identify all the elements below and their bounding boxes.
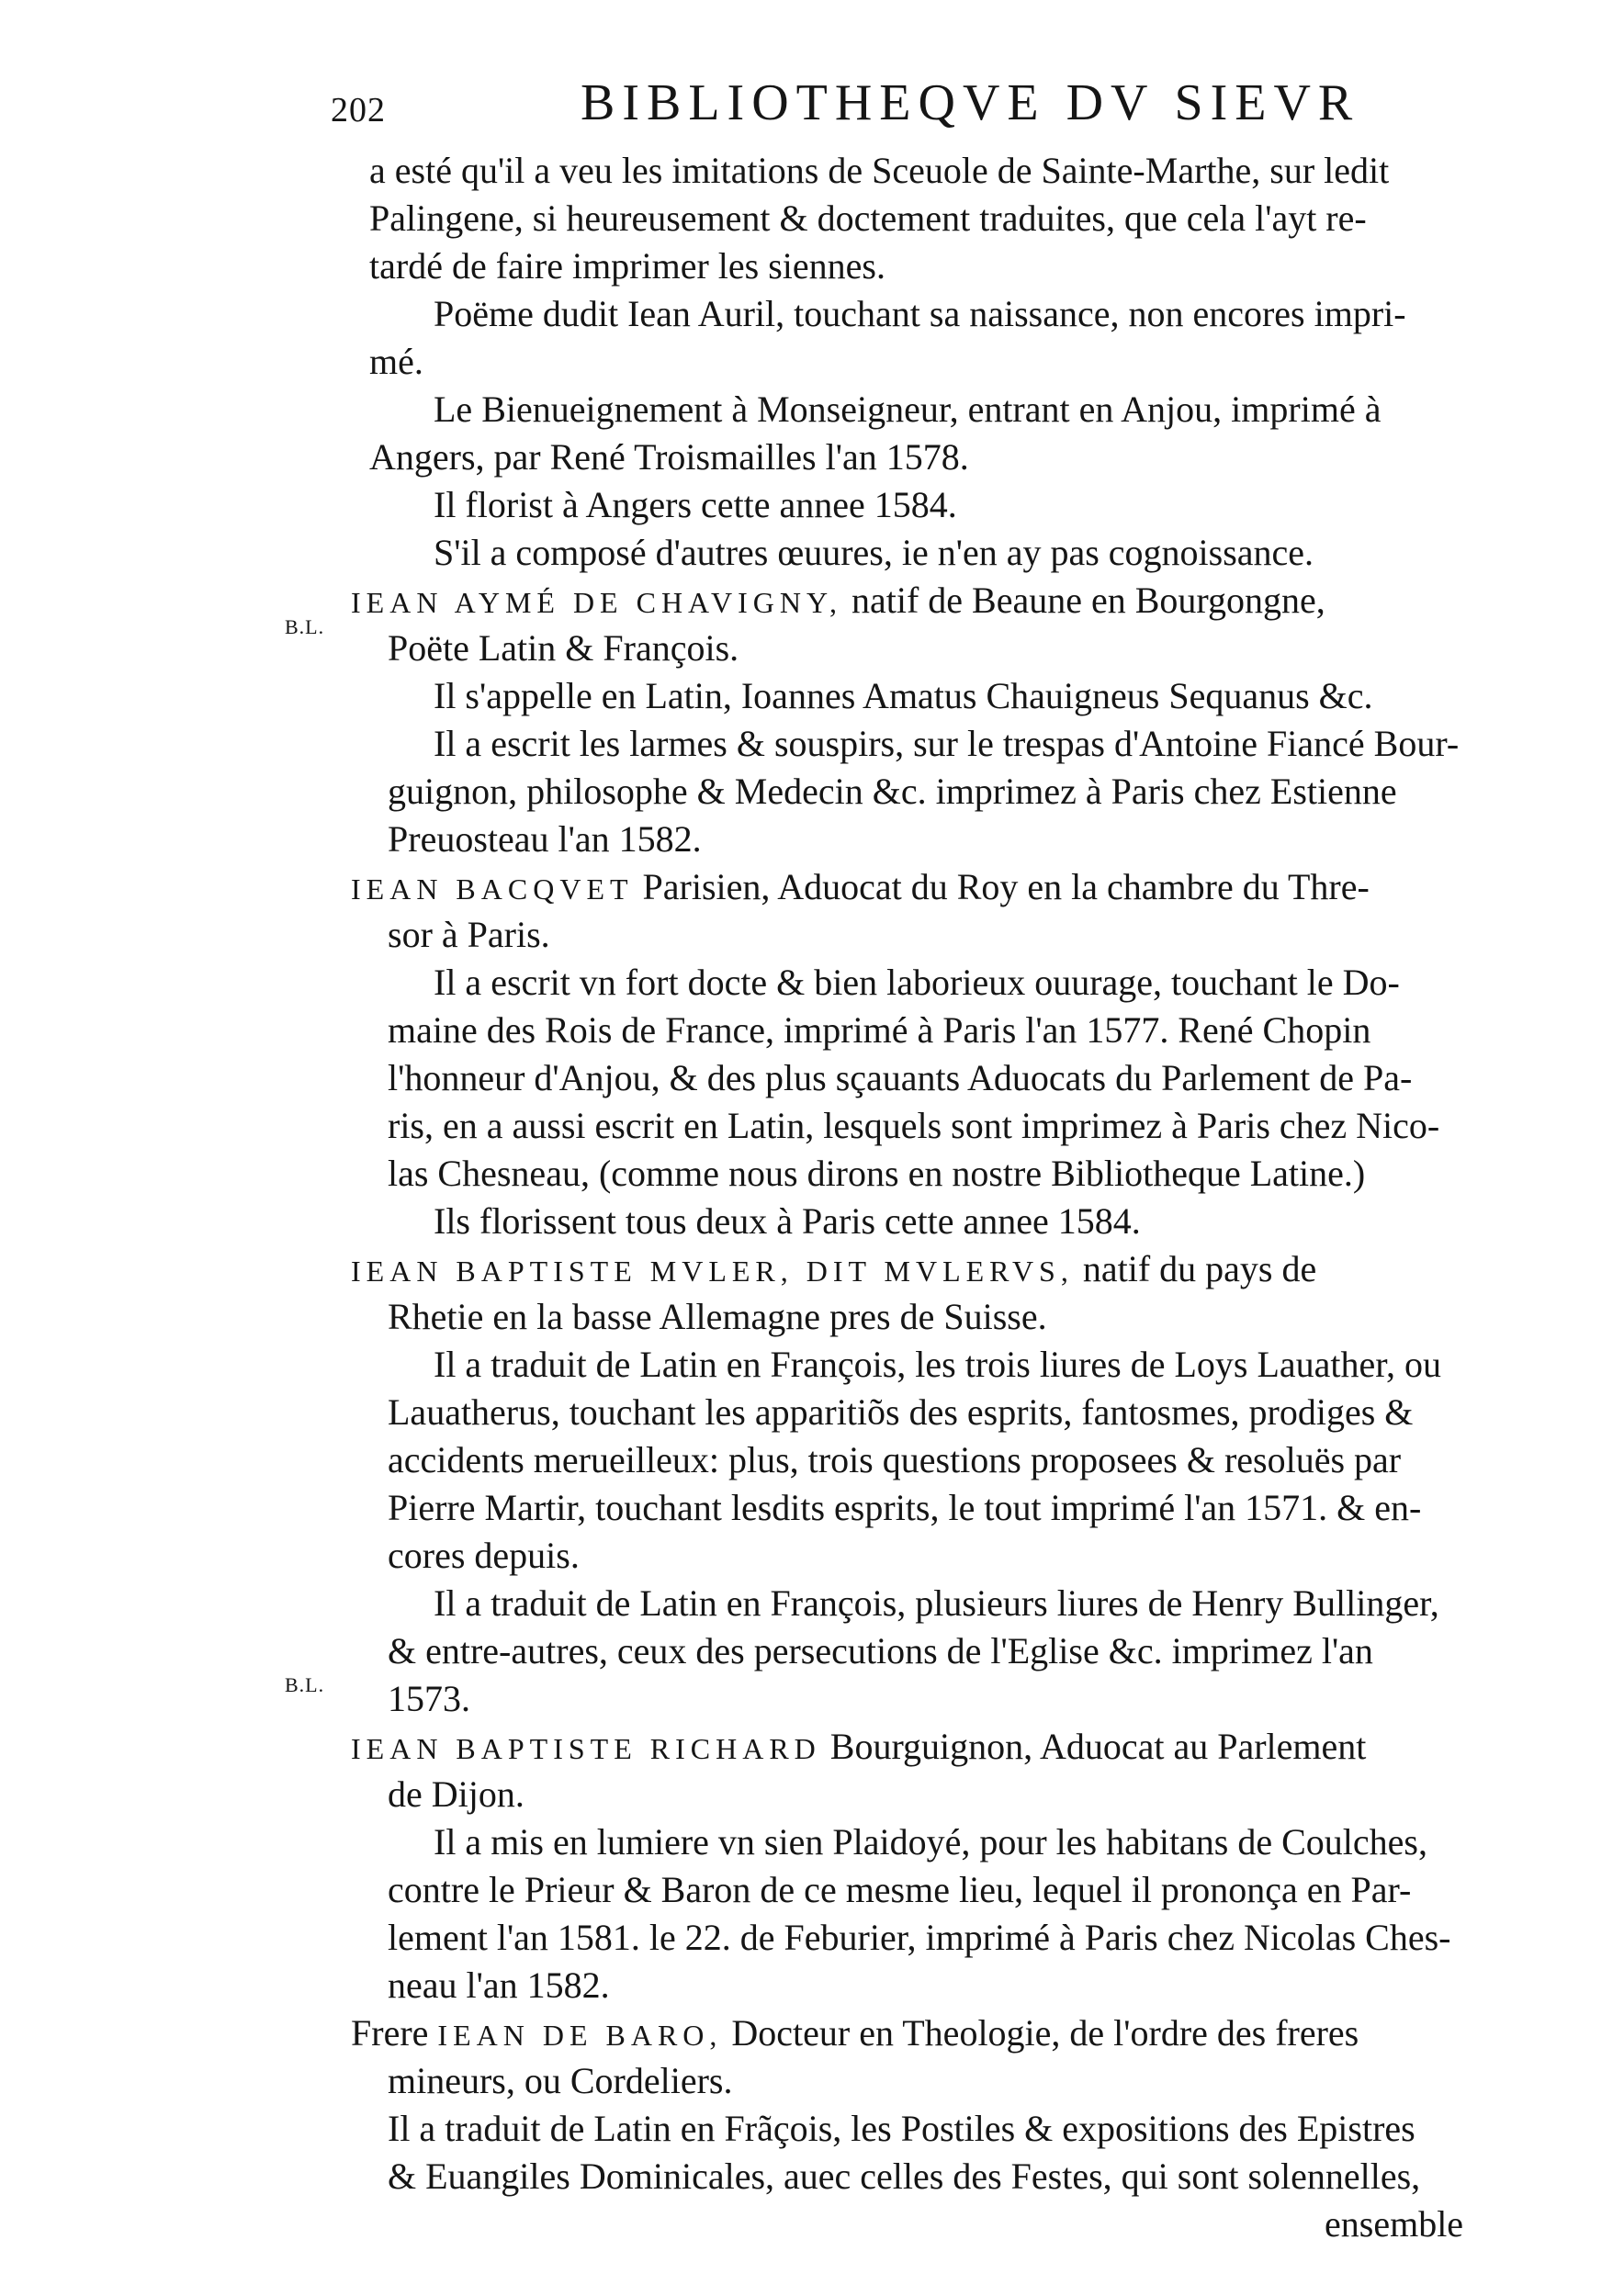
catchword: ensemble: [1325, 2203, 1464, 2245]
text-line: Rhetie en la basse Allemagne pres de Suisse.: [388, 1296, 1047, 1337]
page-header: [321, 72, 1424, 145]
text-line: S'il a composé d'autres œuures, ie n'en ay pas cognoissance.: [434, 532, 1314, 573]
text-line: mineurs, ou Cordeliers.: [388, 2060, 733, 2101]
text-line: guignon, philosophe & Medecin &c. imprimez à Paris chez Estienne: [388, 771, 1397, 812]
text-line: Angers, par René Troismailles l'an 1578.: [369, 436, 969, 478]
text-line: lement l'an 1581. le 22. de Feburier, imprimé à Paris chez Nicolas Ches-: [388, 1917, 1451, 1958]
running-title: BIBLIOTHEQVE DV SIEVR: [581, 74, 1360, 131]
text-line: Lauatherus, touchant les apparitiõs des esprits, fantosmes, prodiges &: [388, 1391, 1414, 1433]
text-line: Le Bienueignement à Monseigneur, entrant en Anjou, imprimé à: [434, 388, 1382, 430]
text-line: Preuosteau l'an 1582.: [388, 818, 702, 860]
page-number: 202: [331, 91, 386, 129]
entry-heading: Frere IEAN DE BARO, Docteur en Theologie, de l'ordre des freres: [351, 2012, 1359, 2054]
author-name: IEAN BACQVET: [351, 872, 634, 906]
text-line: & Euangiles Dominicales, auec celles des Festes, qui sont solennelles,: [388, 2155, 1421, 2197]
entry-heading: IEAN AYMÉ DE CHAVIGNY, natif de Beaune en Bourgongne,: [351, 580, 1325, 621]
text-line: Il florist à Angers cette annee 1584.: [434, 484, 957, 525]
text-line: Il s'appelle en Latin, Ioannes Amatus Chauigneus Sequanus &c.: [434, 675, 1373, 716]
margin-note: B.L.: [285, 615, 325, 638]
text-line: maine des Rois de France, imprimé à Paris l'an 1577. René Chopin: [388, 1009, 1371, 1051]
entry-heading: IEAN BAPTISTE RICHARD Bourguignon, Aduocat au Parlement: [351, 1726, 1367, 1767]
text-line: mé.: [369, 341, 423, 382]
text-line: 1573.: [388, 1678, 470, 1719]
text-line: Poëme dudit Iean Auril, touchant sa naissance, non encores impri-: [434, 293, 1406, 334]
author-name: IEAN DE BARO,: [437, 2019, 723, 2052]
text-line: Ils florissent tous deux à Paris cette annee 1584.: [434, 1200, 1141, 1242]
text-line: Il a mis en lumiere vn sien Plaidoyé, pour les habitans de Coulches,: [434, 1821, 1427, 1863]
text-line: contre le Prieur & Baron de ce mesme lieu, lequel il prononça en Par-: [388, 1869, 1412, 1910]
text-line: Il a traduit de Latin en François, plusieurs liures de Henry Bullinger,: [434, 1582, 1439, 1624]
text-line: ris, en a aussi escrit en Latin, lesquels sont imprimez à Paris chez Nico-: [388, 1105, 1440, 1146]
text-line: a esté qu'il a veu les imitations de Sceuole de Sainte-Marthe, sur ledit: [369, 150, 1390, 191]
text-line: Palingene, si heureusement & doctement traduites, que cela l'ayt re-: [369, 197, 1367, 239]
text-line: Il a traduit de Latin en François, les trois liures de Loys Lauather, ou: [434, 1344, 1441, 1385]
entry-heading: IEAN BAPTISTE MVLER, DIT MVLERVS, natif du pays de: [351, 1248, 1317, 1289]
text-line: Il a escrit vn fort docte & bien laborieux ouurage, touchant le Do-: [434, 962, 1400, 1003]
author-name: IEAN BAPTISTE RICHARD: [351, 1732, 821, 1765]
text-line: accidents merueilleux: plus, trois questions proposees & resoluës par: [388, 1439, 1402, 1480]
text-line: Il a escrit les larmes & souspirs, sur le trespas d'Antoine Fiancé Bour-: [434, 723, 1460, 764]
text-line: cores depuis.: [388, 1535, 580, 1576]
text-line: de Dijon.: [388, 1773, 524, 1815]
text-line: tardé de faire imprimer les siennes.: [369, 245, 885, 287]
author-name: IEAN BAPTISTE MVLER, DIT MVLERVS,: [351, 1255, 1074, 1288]
text-line: Il a traduit de Latin en Frãçois, les Postiles & expositions des Epistres: [388, 2108, 1415, 2149]
margin-note: B.L.: [285, 1673, 325, 1696]
text-line: neau l'an 1582.: [388, 1964, 610, 2006]
text-line: l'honneur d'Anjou, & des plus sçauants Aduocats du Parlement de Pa-: [388, 1057, 1413, 1098]
author-name: IEAN AYMÉ DE CHAVIGNY,: [351, 586, 842, 619]
text-line: sor à Paris.: [388, 914, 550, 955]
text-line: las Chesneau, (comme nous dirons en nostre Bibliotheque Latine.): [388, 1153, 1366, 1194]
entry-heading: IEAN BACQVET Parisien, Aduocat du Roy en la chambre du Thre-: [351, 866, 1370, 907]
text-line: Pierre Martir, touchant lesdits esprits, le tout imprimé l'an 1571. & en-: [388, 1487, 1422, 1528]
text-line: Poëte Latin & François.: [388, 627, 739, 669]
text-line: & entre-autres, ceux des persecutions de l'Eglise &c. imprimez l'an: [388, 1630, 1373, 1671]
